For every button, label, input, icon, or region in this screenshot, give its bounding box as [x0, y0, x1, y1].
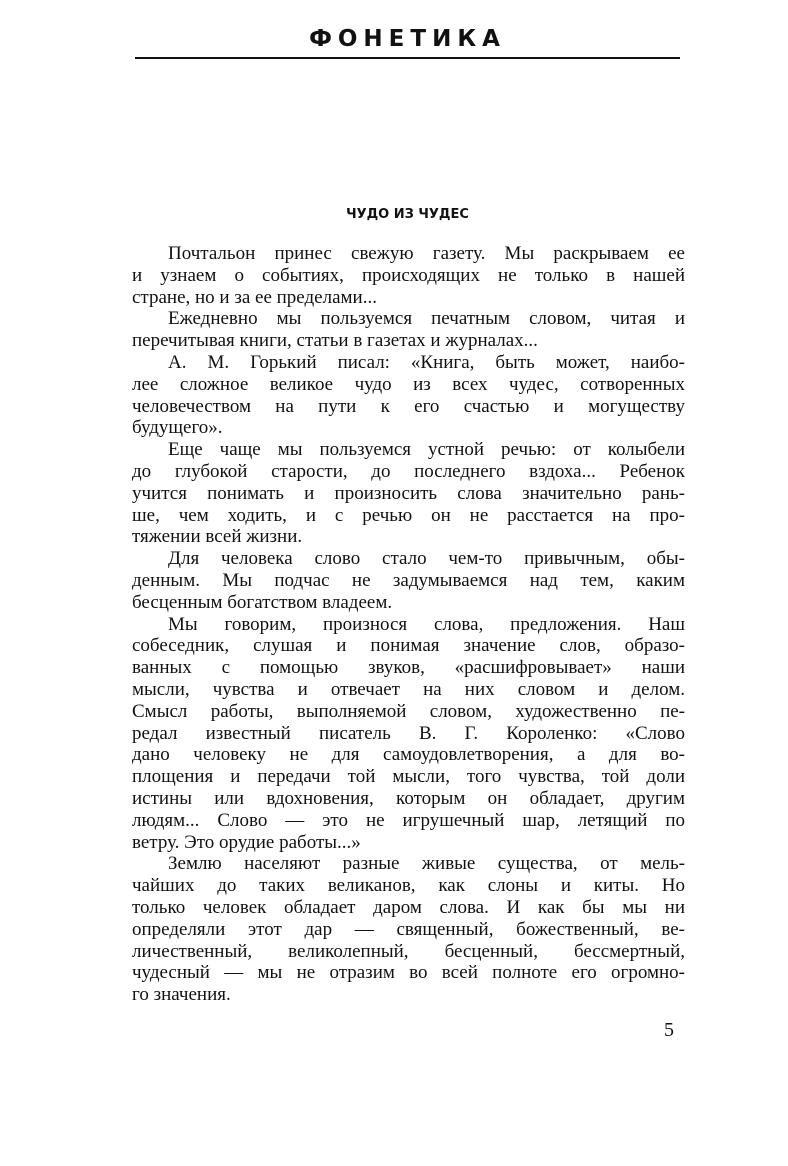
text-line: собеседник, слушая и понимая значение слов, образо- [132, 635, 685, 657]
text-line: личественный, великолепный, бесценный, бессмертный, [132, 940, 685, 962]
text-line: дано человеку не для самоудовлетворения, а для во- [132, 744, 685, 766]
text-line: будущего». [132, 417, 223, 439]
article-body [132, 243, 685, 1006]
text-line: А. М. Горький писал: «Книга, быть может, наибо- [168, 351, 685, 373]
page-number: 5 [664, 1019, 674, 1041]
text-line: стране, но и за ее пределами... [132, 286, 377, 308]
text-line: Ежедневно мы пользуемся печатным словом, читая и [168, 308, 685, 330]
text-line: бесценным богатством владеем. [132, 591, 393, 613]
text-line: чудесный — мы не отразим во всей полноте его огромно- [132, 962, 685, 984]
text-line: и узнаем о событиях, происходящих не только в нашей [132, 264, 685, 286]
text-line: Еще чаще мы пользуемся устной речью: от колыбели [168, 439, 685, 461]
text-line: перечитывая книги, статьи в газетах и журналах... [132, 330, 538, 352]
text-line: учится понимать и произносить слова значительно рань- [132, 482, 685, 504]
text-line: Мы говорим, произнося слова, предложения. Наш [168, 613, 685, 635]
text-line: редал известный писатель В. Г. Короленко: «Слово [132, 722, 685, 744]
text-line: чайших до таких великанов, как слоны и киты. Но [132, 875, 685, 897]
text-line: денным. Мы подчас не задумываемся над тем, каким [132, 569, 685, 591]
text-line: Почтальон принес свежую газету. Мы раскрываем ее [168, 243, 685, 264]
text-line: тяжении всей жизни. [132, 526, 303, 548]
text-line: Смысл работы, выполняемой словом, художественно пе- [132, 700, 685, 722]
text-line: истины или вдохновения, которым он обладает, другим [132, 787, 685, 809]
text-line: ванных с помощью звуков, «расшифровывает» наши [132, 657, 685, 679]
text-line: Землю населяют разные живые существа, от мель- [168, 853, 685, 875]
text-line: ветру. Это орудие работы...» [132, 831, 361, 853]
text-line: мысли, чувства и отвечает на них словом и делом. [132, 678, 685, 700]
text-line: только человек обладает даром слова. И как бы мы ни [132, 896, 685, 918]
section-title: ФОНЕТИКА [309, 26, 506, 52]
text-line: Для человека слово стало чем-то привычным, обы- [168, 548, 685, 570]
text-line: определяли этот дар — священный, божественный, ве- [132, 918, 685, 940]
article-title: ЧУДО ИЗ ЧУДЕС [346, 207, 469, 222]
header-rule [135, 57, 680, 59]
text-line: до глубокой старости, до последнего вздоха... Ребенок [132, 460, 685, 482]
running-header [135, 22, 680, 62]
text-line: людям... Слово — это не игрушечный шар, летящий по [132, 809, 685, 831]
text-line: го значения. [132, 984, 231, 1006]
text-line: лее сложное великое чудо из всех чудес, сотворенных [132, 373, 685, 395]
text-line: площения и передачи той мысли, того чувства, той доли [132, 766, 685, 788]
text-line: ше, чем ходить, и с речью он не расстается на про- [132, 504, 685, 526]
text-line: человечеством на пути к его счастью и могуществу [132, 395, 685, 417]
